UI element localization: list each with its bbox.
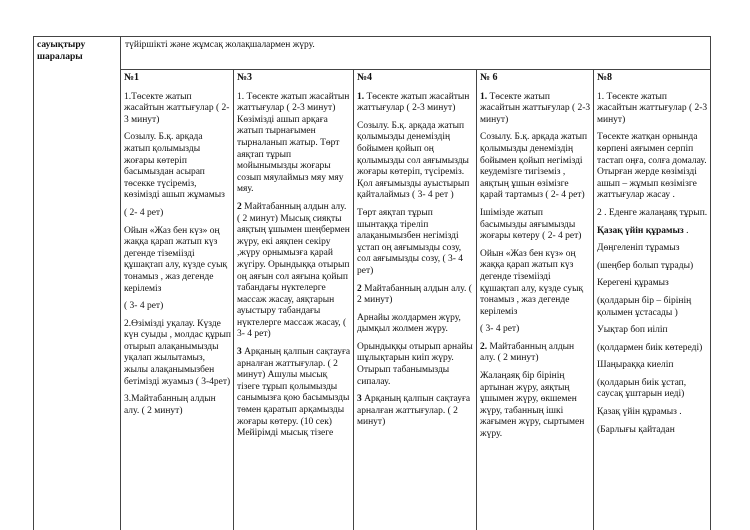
paragraph-text: 2.Өзімізді уқалау. Күзде күн суыды , молдас құрып отырып алақанымызды уқалап жылытамыз, жылы алақанымызбен бетімізді жуамыз ( 3-4рет) (124, 318, 231, 387)
paragraph-text: Төсекте жатқан орнында көрпені аяғымен серпіп тастап оңға, солға домалау. Отырған жерде көзімізді ашып – жұмып көзімізге жаттығулар жасау . (597, 132, 707, 201)
paragraph-text: 1. Төсекте жатып жасайтын жаттығулар ( 2-3 минут) (597, 91, 708, 125)
paragraph-text: . (683, 225, 689, 236)
paragraph-text: (қолдарын биік ұстап, саусақ ұштарын иеді) (597, 377, 687, 400)
paragraph-text: 2 . Еденге жалаңаяқ тұрып. (597, 207, 708, 218)
row-label-cell (34, 37, 121, 530)
paragraph-text: Қазақ үйін құрамыз . (597, 407, 682, 418)
paragraph-text: Ойын «Жаз бен күз» оң жаққа қарап жатып күз дегенде тіземіізді құшақтап алу, күзде суық тонамыз , жаз дегенде керілеміз (124, 225, 228, 294)
paragraph-number: 1. (480, 91, 488, 102)
paragraph-text: Орындыққы отырып арнайы шұлықтарын киіп жүру. Отырып табанымызды сипалау. (357, 341, 473, 387)
paragraph-text: ( 3- 4 рет) (480, 324, 520, 335)
paragraph-text: Жалаңаяқ бір бірінің артынан жүру, аяқтың ұшымен жүру, өкшемен жүру, табанның ішкі жағымен жүру, сыртымен жүру. (480, 371, 585, 440)
columns-row (34, 70, 711, 530)
column-3 (234, 70, 354, 530)
exercise-paragraph (237, 92, 351, 196)
paragraph-number: 2 (357, 283, 362, 294)
exercise-paragraph (480, 92, 591, 127)
exercise-paragraph (597, 261, 708, 273)
paragraph-number: 3 (357, 394, 362, 405)
column-number: № 6 (480, 72, 498, 83)
paragraph-text: Арқаның қалпын сақтауға арналған жаттығулар. ( 2 минут) (357, 394, 471, 428)
paragraph-text: Уықтар боп иіліп (597, 325, 668, 336)
paragraph-text: 1.Төсекте жатып жасайтын жаттығулар ( 2-3 минут) (124, 91, 230, 125)
exercise-paragraph (124, 226, 231, 296)
paragraph-number: 3 (237, 347, 242, 358)
paragraph-text: Керегені құрамыз (597, 278, 669, 289)
exercise-paragraph (597, 407, 708, 419)
exercise-paragraph (357, 92, 474, 115)
column-number: №3 (237, 72, 253, 83)
paragraph-text: (шеңбер болып тұрады) (597, 260, 694, 271)
intro-text: түйіршікті және жұмсақ жолақшалармен жүру. (125, 40, 315, 50)
exercise-paragraph (124, 394, 231, 417)
paragraph-text: Төрт аяқтап тұрып шынтаққа тіреліп алақанымызбен негімізді ұстап оң аяғымызды созу, сол аяғымызды созу, ( 3- 4 рет) (357, 207, 464, 276)
paragraph-number: 1. (357, 91, 365, 102)
paragraph-number: 2. (480, 341, 488, 352)
paragraph-text: Ойын «Жаз бен күз» оң жаққа қарап жатып күз дегенде тіземіізді құшақтап алу, күзде суық тонамыз , жаз дегенде керілеміз (480, 248, 584, 317)
paragraph-number: Қазақ үйін құрамыз (597, 225, 684, 236)
paragraph-text: Майтабанның алдын алу. ( 2 минут) (357, 283, 472, 306)
exercise-paragraph (357, 313, 474, 336)
exercise-paragraph (597, 92, 708, 127)
column-number: №1 (124, 72, 140, 83)
exercise-paragraph (124, 132, 231, 202)
paragraph-text: Арқаның қалпын сақтауға арналған жаттығулар. ( 2 минут) Ашулы мысық тізеге тұрып қолымызды санымызға қою басымызды төмен қаратып арқамызды жоғары көтеру. (10 сек) Мейірімді мысық тізеге (237, 347, 351, 439)
paragraph-text: Төсекте жатып жасайтын жаттығулар ( 2-3 минут) (480, 91, 591, 125)
exercise-paragraph (480, 324, 591, 336)
exercise-paragraph (597, 343, 708, 355)
column-6 (477, 70, 594, 530)
exercise-paragraph (597, 425, 708, 437)
exercise-paragraph (597, 132, 708, 202)
exercise-paragraph (480, 342, 591, 365)
paragraph-text: 3.Майтабанның алдын алу. ( 2 минут) (124, 394, 216, 416)
exercise-paragraph (597, 360, 708, 372)
exercise-paragraph (597, 325, 708, 337)
paragraph-text: (қолдармен биік көтереді) (597, 342, 703, 353)
exercise-paragraph (480, 132, 591, 202)
exercise-paragraph (124, 319, 231, 389)
intro-cell (121, 37, 711, 70)
exercise-paragraph (480, 371, 591, 441)
exercise-paragraph (237, 202, 351, 341)
paragraph-text: ( 2- 4 рет) (124, 207, 164, 218)
paragraph-text: Ішімізде жатып басымызды аяғымызды жоғары көтеру ( 2- 4 рет) (480, 207, 582, 242)
exercise-paragraph (237, 347, 351, 440)
exercise-paragraph (480, 208, 591, 243)
column-1 (121, 70, 234, 530)
column-4 (354, 70, 477, 530)
exercise-paragraph (357, 121, 474, 202)
paragraph-text: Созылу. Б.қ. арқада жатып қолымызды денеміздің бойымен қойып оң қолымызды сол аяғымызды жоғары көтеріп, түсіреміз. Қол аяғымызды ауыстырып қайталаймыз ( 3- 4 рет ) (357, 120, 470, 201)
paragraph-text: Дөңгеленіп тұрамыз (597, 243, 680, 254)
exercise-paragraph (124, 92, 231, 127)
exercise-paragraph (357, 284, 474, 307)
exercise-paragraph (597, 226, 708, 238)
paragraph-text: ( 3- 4 рет) (124, 301, 164, 312)
exercise-paragraph (597, 278, 708, 290)
column-number: №4 (357, 72, 373, 83)
exercise-paragraph (597, 296, 708, 319)
intro-row (34, 37, 711, 70)
paragraph-text: Майтабанның алдын алу. ( 2 минут) Мысық сияқты аяқтың ұшымен шеңбермен жүру, екі аяқпен секіру ,жүру орнымызға қарай жүгіру. Орындыққа отырып оң аяғын сол аяғына қойып табандағы нүктелерге массаж жасау, аяқтарын ауыстыру табандағы нүктелерге массаж жасау, ( 3- 4 рет) (237, 201, 350, 340)
exercise-paragraph (597, 208, 708, 220)
column-number: №8 (597, 72, 613, 83)
paragraph-text: Созылу. Б.қ. арқада жатып қолымызды денеміздің бойымен қойып негімізді кеудемізге тигіземіз , аяқтың ұшын өзімізге қарай тартамыз ( 2- 4 рет) (480, 132, 588, 201)
paragraph-text: Төсекте жатып жасайтын жаттығулар ( 2-3 минут) (357, 91, 470, 114)
column-8 (594, 70, 711, 530)
row-label: сауықтыру шаралары (37, 40, 86, 62)
paragraph-text: Арнайы жолдармен жүру, дымқыл жолмен жүру. (357, 312, 461, 335)
paragraph-text: Созылу. Б.қ. арқада жатып қолымызды жоғары көтеріп басымыздан асырап төсекке түсіреміз, көзімізді ашып жұмамыз (124, 132, 225, 201)
paragraph-text: 1. Төсекте жатып жасайтын жаттығулар ( 2-3 минут) Көзімізді ашып арқаға жатып тырнағымен тырналанып жатыр. Төрт аяқтап тұрып мойынымызды жоғары созып мяулаймыз мяу мяу мяу. (237, 91, 350, 195)
exercise-paragraph (357, 342, 474, 388)
paragraph-text: (Барлығы қайтадан (597, 424, 675, 435)
paragraph-text: Шаңыраққа киеліп (597, 360, 674, 371)
exercise-paragraph (357, 208, 474, 278)
exercise-paragraph (124, 208, 231, 220)
exercise-paragraph (597, 243, 708, 255)
exercise-paragraph (597, 378, 708, 401)
paragraph-number: 2 (237, 201, 242, 212)
exercise-paragraph (480, 249, 591, 319)
exercise-paragraph (124, 301, 231, 313)
activity-table (33, 36, 711, 530)
exercise-paragraph (357, 394, 474, 429)
paragraph-text: Майтабанның алдын алу. ( 2 минут) (480, 341, 575, 364)
paragraph-text: (қолдарын бір – бірінің қолымен ұстасады ) (597, 295, 692, 318)
